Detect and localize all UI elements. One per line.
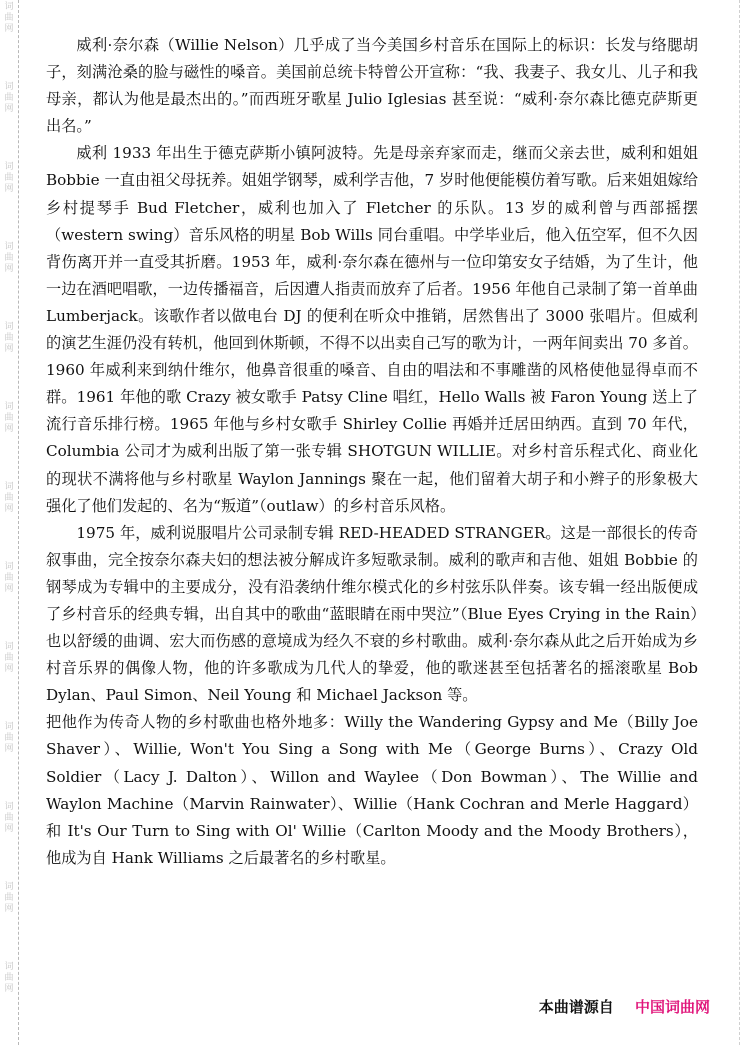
paragraph-tribute-songs: 把他作为传奇人物的乡村歌曲也格外地多：Willy the Wandering Gypsy and Me（Billy Joe Shaver）、Willie, Won't You Sing a Song with Me（George Burns）、Crazy Old Soldier（Lacy J. Dalton）、Willon and Waylee（Don Bowman）、The Willie and Waylon Machine（Marvin Rainwater）、Willie（Hank Cochran and Merle Haggard）和 It's Our Turn to Sing with Ol' Willie（Carlton Moody and the Moody Brothers），他成为自 Hank Williams 之后最著名的乡村歌星。 bbox=[46, 713, 698, 867]
right-margin-strip bbox=[739, 0, 750, 1045]
watermark-text: 词曲网 bbox=[4, 962, 14, 994]
watermark-text: 词曲网 bbox=[4, 402, 14, 434]
left-margin-watermark-strip bbox=[0, 0, 19, 1045]
watermark-text: 词曲网 bbox=[4, 802, 14, 834]
watermark-text: 词曲网 bbox=[4, 482, 14, 514]
paragraph-intro: 威利·奈尔森（Willie Nelson）几乎成了当今美国乡村音乐在国际上的标识：长发与络腮胡子，刻满沧桑的脸与磁性的嗓音。美国前总统卡特曾公开宣称：“我、我妻子、我女儿、儿子和我母亲，都认为他是最杰出的。”而西班牙歌星 Julio Iglesias 甚至说：“威利·奈尔森比德克萨斯更出名。” bbox=[46, 36, 698, 136]
paragraph-1975-album: 1975 年，威利说服唱片公司录制专辑 RED-HEADED STRANGER。这是一部很长的传奇叙事曲，完全按奈尔森夫妇的想法被分解成许多短歌录制。威利的歌声和吉他、姐姐 Bobbie 的钢琴成为专辑中的主要成分，没有沿袭纳什维尔模式化的乡村弦乐队伴奏。该专辑一经出版便成了乡村音乐的经典专辑，出自其中的歌曲“蓝眼睛在雨中哭泣”（Blue Eyes Crying in the Rain）也以舒缓的曲调、宏大而伤感的意境成为经久不衰的乡村歌曲。威利·奈尔森从此之后开始成为乡村音乐界的偶像人物，他的许多歌成为几代人的挚爱，他的歌迷甚至包括著名的摇滚歌星 Bob Dylan、Paul Simon、Neil Young 和 Michael Jackson 等。 bbox=[46, 523, 698, 705]
watermark-text: 词曲网 bbox=[4, 82, 14, 114]
paragraph-biography: 威利 1933 年出生于德克萨斯小镇阿波特。先是母亲弃家而走，继而父亲去世，威利和姐姐 Bobbie 一直由祖父母抚养。姐姐学钢琴，威利学吉他，7 岁时他便能模仿着写歌。后来姐姐嫁给乡村提琴手 Bud Fletcher，威利也加入了 Fletcher 的乐队。13 岁的威利曾与西部摇摆（western swing）音乐风格的明星 Bob Wills 同台重唱。中学毕业后，他入伍空军，但不久因背伤离开并一直受其折磨。1953 年，威利·奈尔森在德州与一位印第安女子结婚，为了生计，他一边在酒吧唱歌，一边传播福音，后因遭人指责而放弃了后者。1956 年他自己录制了第一首单曲 Lumberjack。该歌作者以做电台 DJ 的便利在听众中推销，居然售出了 3000 张唱片。但威利的演艺生涯仍没有转机，他回到休斯顿，不得不以出卖自己写的歌为计，一两年间卖出 70 多首。1960 年威利来到纳什维尔，他鼻音很重的嗓音、自由的唱法和不事雕凿的风格使他显得卓而不群。1961 年他的歌 Crazy 被女歌手 Patsy Cline 唱红，Hello Walls 被 Faron Young 送上了流行音乐排行榜。1965 年他与乡村女歌手 Shirley Collie 再婚并迁居田纳西。直到 70 年代，Columbia 公司才为威利出版了第一张专辑 SHOTGUN WILLIE。对乡村音乐程式化、商业化的现状不满将他与乡村歌星 Waylon Jannings 聚在一起，他们留着大胡子和小辫子的形象极大强化了他们发起的、名为“叛道”（outlaw）的乡村音乐风格。 bbox=[46, 144, 698, 515]
watermark-text: 词曲网 bbox=[4, 882, 14, 914]
site-name-link[interactable]: 中国词曲网 bbox=[634, 998, 710, 1016]
watermark-text: 词曲网 bbox=[4, 2, 14, 34]
watermark-text: 词曲网 bbox=[4, 562, 14, 594]
source-label: 本曲谱源自 bbox=[538, 998, 614, 1016]
article-body bbox=[46, 32, 698, 872]
watermark-text: 词曲网 bbox=[4, 322, 14, 354]
watermark-text: 词曲网 bbox=[4, 162, 14, 194]
watermark-text: 词曲网 bbox=[4, 242, 14, 274]
watermark-text: 词曲网 bbox=[4, 642, 14, 674]
watermark-text: 词曲网 bbox=[4, 722, 14, 754]
source-footer bbox=[539, 996, 710, 1017]
